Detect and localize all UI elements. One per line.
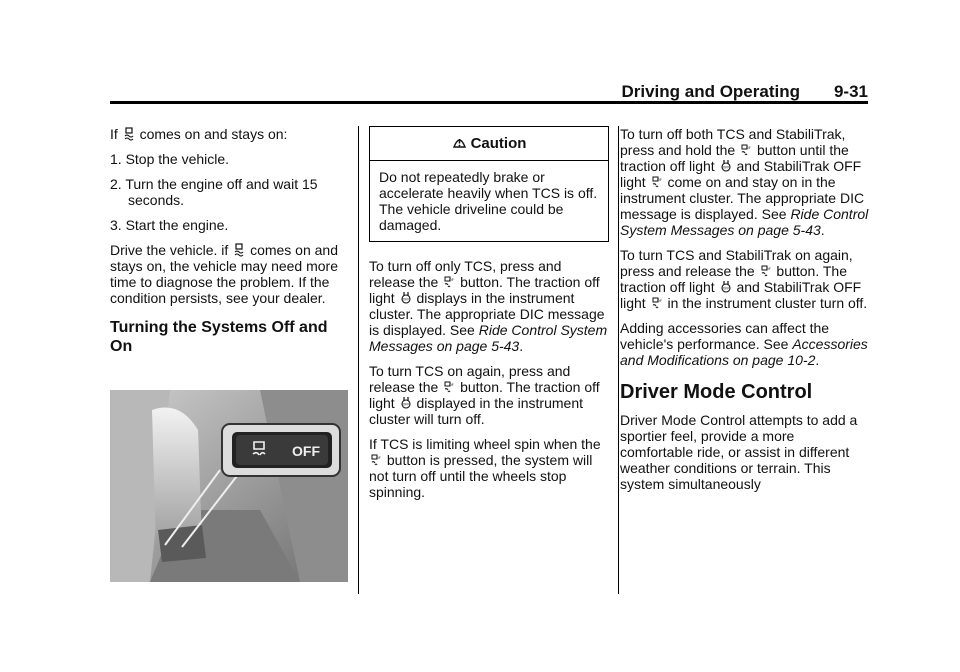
ref-ride-control-messages: Ride Control System Messages on page 5-43: [620, 206, 869, 238]
section-title: Driving and Operating: [621, 82, 800, 101]
tcs-on-paragraph: To turn TCS on again, press and release the button. The traction off light displayed in the instrument cluster will turn off.: [369, 363, 600, 427]
console-photo: [110, 390, 348, 582]
column-left: [110, 126, 350, 364]
step-3: 3. Start the engine.: [110, 217, 229, 233]
traction-off-button-icon: [761, 264, 771, 278]
page-header: [110, 82, 868, 104]
driver-mode-paragraph: Driver Mode Control attempts to add a sportier feel, provide a more comfortable ride, or assist in different weather conditions or terrain. This system simultaneously: [620, 412, 858, 492]
caution-title: Caution: [470, 135, 527, 152]
console-illustration: [110, 390, 348, 582]
intro-paragraph: If comes on and stays on:: [110, 126, 288, 142]
stabilitrak-indicator-icon: [124, 127, 134, 141]
traction-off-light-icon: [401, 291, 411, 305]
ref-ride-control-messages: Ride Control System Messages on page 5-43: [369, 322, 608, 354]
heading-driver-mode-control: Driver Mode Control: [620, 381, 813, 403]
traction-off-button-icon: [444, 275, 454, 289]
traction-off-light-icon: [721, 280, 731, 294]
traction-off-button-icon: [741, 143, 751, 157]
traction-off-light-icon: [721, 159, 731, 173]
subheading-systems-off-on: Turning the Systems Off and On: [110, 319, 328, 355]
tcs-off-paragraph: To turn off only TCS, press and release the button. The traction off light displays in the instrument cluster. The appropriate DIC message is displayed. See Ride Control System Messages on page 5-43.: [369, 258, 608, 354]
column-divider: [358, 126, 359, 594]
both-on-paragraph: To turn TCS and StabiliTrak on again, press and release the button. The traction off light and StabiliTrak OFF light in the instrument cluster turn off.: [620, 247, 868, 311]
accessories-paragraph: Adding accessories can affect the vehicle's performance. See Accessories and Modifications on page 10-2.: [620, 320, 868, 368]
stabilitrak-indicator-icon: [234, 243, 244, 257]
traction-off-light-icon: [401, 396, 411, 410]
page-number: 9-31: [833, 82, 868, 101]
drive-paragraph: Drive the vehicle. if comes on and stays on, the vehicle may need more time to diagnose the problem. If the condition persists, see your dealer.: [110, 242, 339, 306]
caution-box: [369, 126, 609, 242]
caution-text: Do not repeatedly brake or accelerate heavily when TCS is off. The vehicle driveline could be damaged.: [379, 169, 598, 233]
step-1: 1. Stop the vehicle.: [110, 151, 230, 167]
caution-icon: [452, 135, 467, 150]
caution-header: [370, 127, 608, 161]
traction-off-button-icon: [444, 380, 454, 394]
ref-accessories-modifications: Accessories and Modifications on page 10-2: [620, 336, 868, 368]
stabilitrak-off-light-icon: [652, 175, 662, 189]
step-2: 2. Turn the engine off and wait 15 seconds.: [110, 176, 318, 208]
column-divider: [618, 126, 619, 594]
column-middle: [369, 126, 609, 509]
both-off-paragraph: To turn off both TCS and StabiliTrak, press and hold the button until the traction off light and StabiliTrak OFF light come on and stay on in the instrument cluster. The appropriate DIC message is displayed. See Ride Control System Messages on page 5-43.: [620, 126, 869, 238]
off-button-label: OFF: [292, 443, 320, 459]
traction-off-button-icon: [371, 453, 381, 467]
wheel-spin-paragraph: If TCS is limiting wheel spin when the button is pressed, the system will not turn off until the wheels stop spinning.: [369, 436, 601, 500]
stabilitrak-off-light-icon: [652, 296, 662, 310]
column-right: [620, 126, 870, 501]
